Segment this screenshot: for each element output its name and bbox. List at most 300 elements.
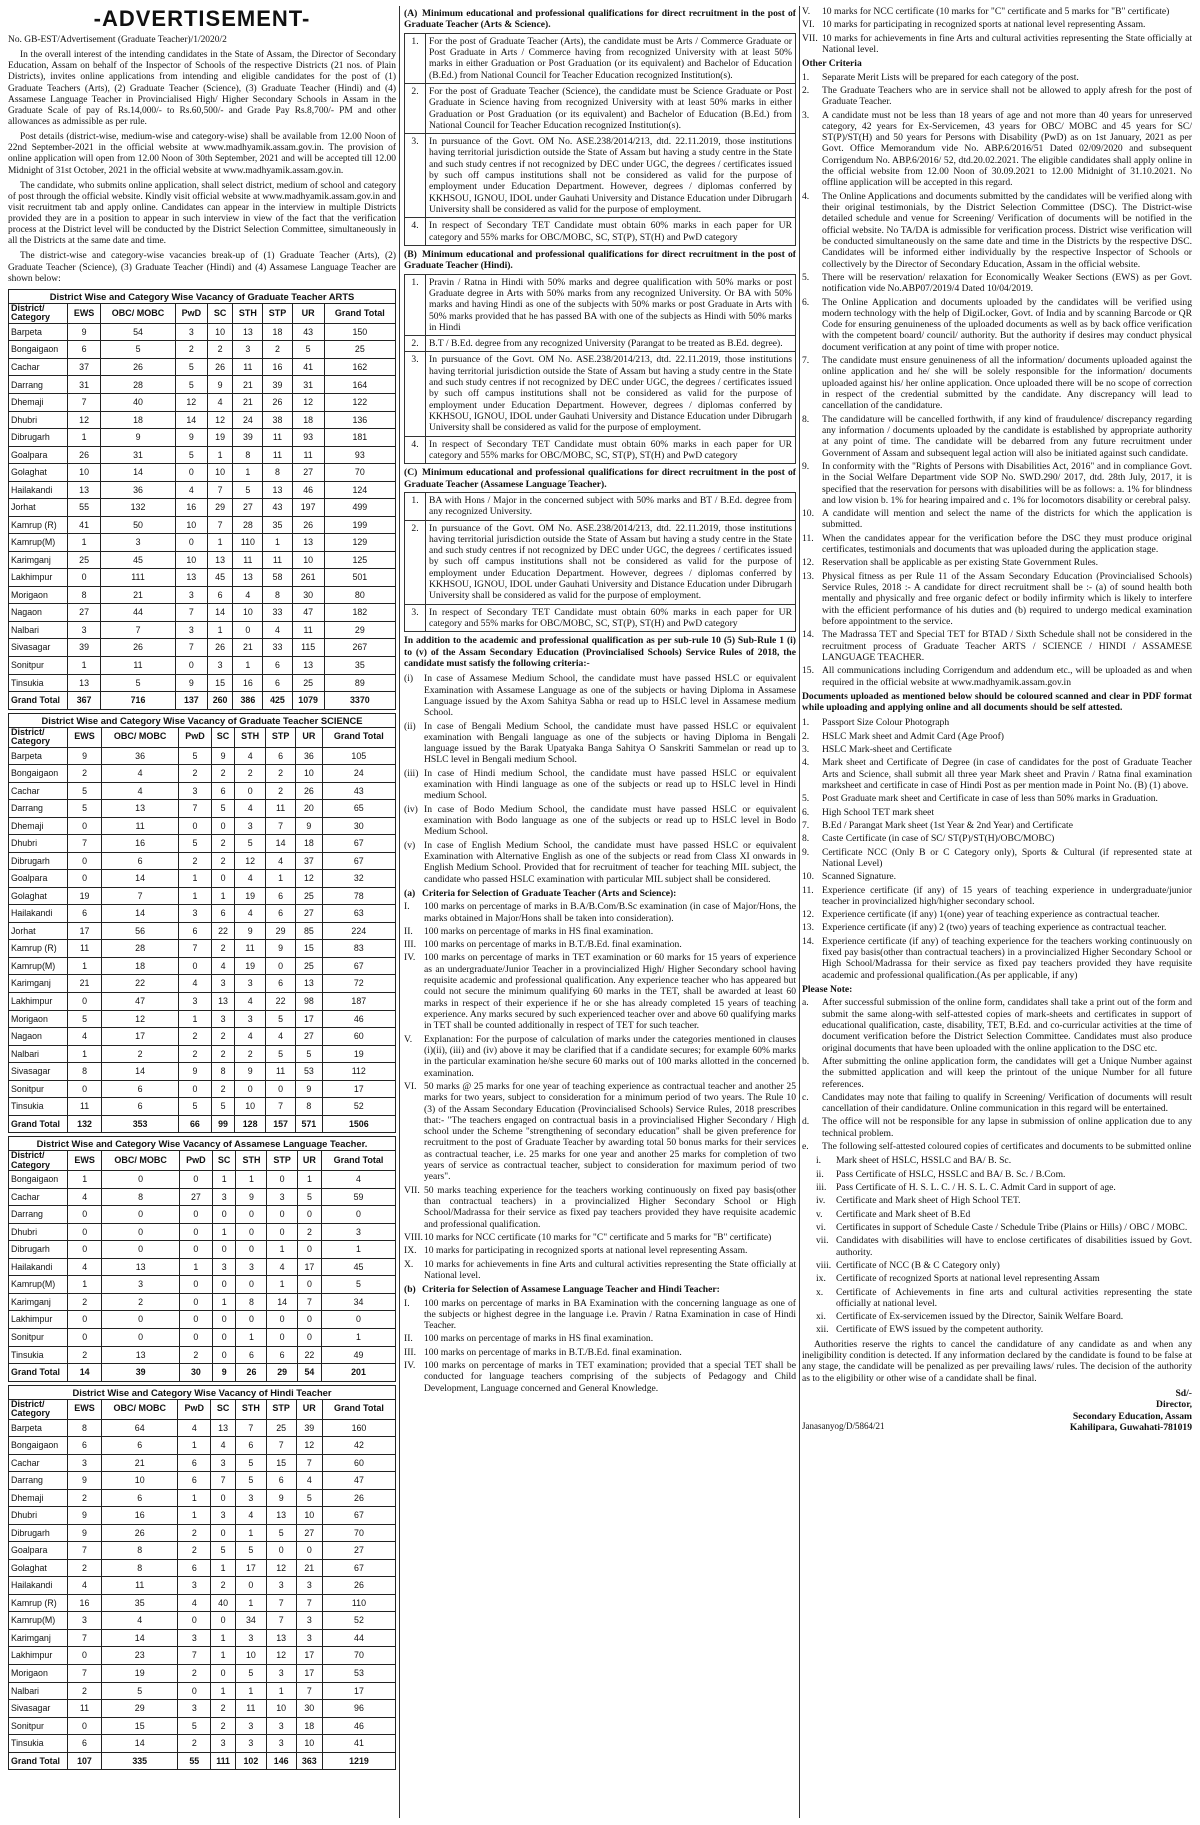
vacancy-cell: 2: [211, 852, 234, 870]
item-number: 3.: [802, 744, 810, 756]
vacancy-cell: 9: [175, 429, 207, 447]
vacancy-cell: 0: [178, 1682, 211, 1700]
item-number: V.: [802, 6, 811, 17]
table-row: [9, 621, 396, 639]
list-item: [816, 1235, 1192, 1258]
vacancy-cell: 35: [324, 656, 395, 674]
column-header: PwD: [179, 1151, 212, 1171]
table-row: [9, 499, 396, 517]
signature-address: Kahilipara, Guwahati-781019: [1069, 1421, 1192, 1433]
vacancy-cell: 4: [68, 1028, 102, 1046]
vacancy-cell: 22: [266, 992, 296, 1010]
column-header: UR: [296, 1399, 322, 1419]
vacancy-cell: 12: [266, 1559, 296, 1577]
item-text: Pass Certificate of H. S. L. C. / H. S. L. C. Admit Card in support of age.: [836, 1182, 1116, 1193]
column-header: Grand Total: [322, 727, 395, 747]
item-number: 4.: [405, 436, 426, 464]
total-cell: 132: [68, 1115, 102, 1133]
item-text: High School TET mark sheet: [822, 806, 935, 818]
vacancy-cell: 28: [101, 376, 176, 394]
column-header: EWS: [68, 1399, 102, 1419]
vacancy-cell: 2: [68, 765, 102, 783]
vacancy-cell: 5: [235, 835, 266, 853]
vacancy-cell: 5: [297, 1188, 321, 1206]
vacancy-cell: 4: [68, 1258, 102, 1276]
table-row: [9, 1171, 396, 1189]
column-header: OBC/ MOBC: [101, 304, 176, 324]
item-text: HSLC Mark-sheet and Certificate: [822, 744, 952, 756]
vacancy-cell: 47: [292, 604, 324, 622]
item-text: 100 marks on percentage of marks in B.T./B.Ed. final examination.: [424, 939, 682, 951]
vacancy-cell: 43: [263, 499, 292, 517]
item-number: 3.: [405, 134, 426, 218]
table-row: [9, 870, 396, 888]
vacancy-cell: 26: [207, 639, 233, 657]
vacancy-table-header-row: [9, 727, 396, 747]
item-text: 10 marks for achievements in fine Arts and cultural activities representing the State officially at National level.: [822, 32, 1192, 55]
vacancy-cell: 3: [102, 1276, 179, 1294]
district-cell: Sonitpur: [9, 1717, 68, 1735]
vacancy-cell: 8: [68, 1419, 102, 1437]
vacancy-cell: 0: [68, 817, 102, 835]
vacancy-cell: 37: [68, 358, 101, 376]
vacancy-cell: 70: [322, 1647, 395, 1665]
table-row: [9, 992, 396, 1010]
vacancy-cell: 24: [322, 765, 395, 783]
vacancy-cell: 5: [101, 341, 176, 359]
vacancy-cell: 19: [207, 429, 233, 447]
vacancy-cell: 3: [68, 1612, 102, 1630]
vacancy-cell: 0: [102, 1223, 179, 1241]
list-item: [404, 1298, 796, 1332]
item-text: In pursuance of the Govt. OM No. ASE.238/2014/213, dtd. 22.11.2019, those institutions having territorial jurisdiction outside the State of Assam but having a study centre in the State and such study centres if not recognized by DEC under UGC, the degrees / certificates issued by such off campus institutions shall not be considered as valid for the purpose of employment under Education Department. However, degrees / diplomas conferred by KKHSOU, IGNOU, IDOL under Gauhati University and Distance Education under Dibrugarh University shall be considered as valid for the purpose of employment.: [426, 520, 796, 604]
vacancy-cell: 47: [322, 1472, 395, 1490]
total-cell: 425: [263, 692, 292, 710]
list-item: [802, 793, 1192, 804]
total-cell: 146: [266, 1752, 296, 1770]
vacancy-cell: 5: [296, 1489, 322, 1507]
vacancy-cell: 1: [211, 1682, 236, 1700]
table-row: [9, 1098, 396, 1116]
vacancy-cell: 0: [179, 1223, 212, 1241]
total-cell: 30: [179, 1364, 212, 1382]
vacancy-table-header-row: [9, 1151, 396, 1171]
vacancy-cell: 2: [235, 1045, 266, 1063]
vacancy-cell: 224: [322, 922, 395, 940]
documents-heading: Documents uploaded as mentioned below should be coloured scanned and clear in PDF format while uploading and applying online and all documents should be self attested.: [802, 690, 1192, 714]
section-heading-text: Minimum educational and professional qualifications for direct recruitment in the post of Graduate Teacher (Arts & Science).: [404, 8, 796, 31]
column-header: STP: [266, 1399, 296, 1419]
table-row: [9, 1629, 396, 1647]
vacancy-cell: 14: [175, 411, 207, 429]
vacancy-cell: 52: [322, 1612, 395, 1630]
table-row: [9, 975, 396, 993]
item-number: 2.: [802, 84, 810, 96]
item-number: (ii): [404, 720, 416, 732]
vacancy-cell: 28: [102, 940, 179, 958]
vacancy-cell: 1: [212, 1171, 236, 1189]
item-number: 15.: [802, 665, 814, 677]
vacancy-cell: 110: [233, 534, 263, 552]
vacancy-cell: 17: [296, 1647, 322, 1665]
other-criteria-heading: Other Criteria: [802, 58, 862, 70]
list-item: [816, 1169, 1192, 1180]
item-text: Scanned Signature.: [822, 871, 897, 883]
vacancy-cell: 11: [266, 1063, 296, 1081]
table-row: [9, 411, 396, 429]
vacancy-cell: 46: [292, 481, 324, 499]
vacancy-cell: 5: [101, 674, 176, 692]
item-number: 1.: [405, 33, 426, 83]
item-text: In pursuance of the Govt. OM No. ASE.238/2014/213, dtd. 22.11.2019, those institutions having territorial jurisdiction outside the State of Assam but having a study centre in the State and such study centres if not recognized by DEC under UGC, the degrees / certificates issued by such off campus institutions shall not be considered as valid for the purpose of employment under Education Department. However, degrees / diplomas conferred by KKHSOU, IGNOU, IDOL under Gauhati University and Distance Education under Dibrugarh University shall be considered as valid for the purpose of employment.: [426, 134, 796, 218]
vacancy-cell: 0: [212, 1311, 236, 1329]
vacancy-cell: 40: [101, 394, 176, 412]
vacancy-cell: 4: [68, 1577, 102, 1595]
list-item: [404, 1360, 796, 1394]
district-cell: Hailakandi: [9, 481, 68, 499]
vacancy-cell: 4: [102, 765, 179, 783]
vacancy-cell: 6: [101, 1489, 178, 1507]
vacancy-cell: 93: [292, 429, 324, 447]
vacancy-cell: 4: [235, 747, 266, 765]
item-number: III.: [404, 939, 416, 951]
total-cell: 39: [102, 1364, 179, 1382]
district-cell: Cachar: [9, 782, 68, 800]
vacancy-cell: 80: [324, 586, 395, 604]
vacancy-cell: 40: [211, 1594, 236, 1612]
vacancy-cell: 67: [322, 957, 395, 975]
list-item: [802, 1116, 1192, 1139]
item-text: 100 marks on percentage of marks in TET examination or 60 marks for 15 years of experience as an undergraduate/Junior Teacher in a provincialized High/ Higher Secondary school having requisite academic and professional qualification. Any experience teacher who has appeared but could not secure the minimum qualifying 60 marks in the TET, shall be awarded at least 60 marks in respect of their experience if he or she has already completed 15 years of teaching experience. Any marks secured by such experienced teacher over and above 60 qualifying marks in TET shall be counted additionally in respect of TET for such teacher.: [424, 952, 796, 1032]
qualification-row: [405, 218, 796, 246]
vacancy-cell: 0: [212, 1241, 236, 1259]
vacancy-cell: 63: [322, 905, 395, 923]
list-item: [404, 1081, 796, 1183]
vacancy-cell: 13: [296, 975, 322, 993]
column-header: EWS: [68, 304, 101, 324]
district-cell: Nalbari: [9, 1682, 68, 1700]
vacancy-cell: 8: [296, 1098, 322, 1116]
total-cell: 201: [322, 1364, 396, 1382]
vacancy-cell: 12: [296, 1437, 322, 1455]
item-number: 3.: [802, 109, 810, 121]
vacancy-cell: 2: [68, 1489, 102, 1507]
vacancy-cell: 499: [324, 499, 395, 517]
vacancy-cell: 136: [324, 411, 395, 429]
vacancy-cell: 6: [266, 747, 296, 765]
vacancy-cell: 9: [296, 817, 322, 835]
item-text: In case of Hindi medium School, the candidate must have passed HSLC or equivalent examination with Hindi language as one of the subjects or read up to HSLC level in Hindi medium School.: [424, 767, 796, 802]
table-row: [9, 1559, 396, 1577]
vacancy-cell: 39: [263, 376, 292, 394]
total-cell: 66: [179, 1115, 212, 1133]
list-item: [816, 1260, 1192, 1271]
item-text: The Madrassa TET and Special TET for BTAD / Sixth Schedule shall not be considered in the recruitment process of Graduate Teacher ARTS / SCIENCE / HINDI / ASSAMESE LANGUAGE TEACHER.: [822, 629, 1192, 663]
district-cell: Barpeta: [9, 323, 68, 341]
qualification-row: [405, 436, 796, 464]
total-cell: 386: [233, 692, 263, 710]
vacancy-cell: 22: [211, 922, 234, 940]
vacancy-cell: 0: [68, 569, 101, 587]
vacancy-cell: 6: [68, 1735, 102, 1753]
item-number: e.: [802, 1141, 809, 1153]
vacancy-cell: 17: [68, 922, 102, 940]
vacancy-cell: 9: [68, 1524, 102, 1542]
column-header: STH: [236, 1151, 267, 1171]
vacancy-cell: 0: [235, 1080, 266, 1098]
vacancy-cell: 19: [235, 957, 266, 975]
item-number: (i): [404, 673, 414, 685]
vacancy-cell: 3: [266, 1735, 296, 1753]
list-item: [802, 6, 1192, 17]
vacancy-cell: 14: [101, 1735, 178, 1753]
item-text: Certificate of EWS issued by the competent authority.: [836, 1324, 1044, 1336]
column-header: STP: [266, 727, 296, 747]
item-text: Certificates in support of Schedule Caste / Schedule Tribe (Plains or Hills) / OBC / MOBC.: [836, 1221, 1188, 1233]
list-item: [404, 901, 796, 924]
table-row: [9, 922, 396, 940]
vacancy-cell: 3: [236, 1735, 267, 1753]
district-cell: Goalpara: [9, 870, 68, 888]
item-number: ix.: [816, 1273, 826, 1285]
list-item: [404, 939, 796, 950]
district-cell: Kamrup (R): [9, 1594, 68, 1612]
total-cell: 9: [212, 1364, 236, 1382]
vacancy-cell: 6: [68, 341, 101, 359]
vacancy-cell: 5: [101, 1682, 178, 1700]
item-number: 2.: [802, 730, 810, 742]
vacancy-cell: 129: [324, 534, 395, 552]
vacancy-cell: 0: [68, 1328, 102, 1346]
list-item: [802, 820, 1192, 831]
vacancy-cell: 3: [266, 1717, 296, 1735]
item-text: 10 marks for participating in recognized sports at national level representing Assam.: [424, 1245, 748, 1257]
vacancy-cell: 0: [179, 1080, 212, 1098]
section-heading: [404, 467, 796, 490]
vacancy-cell: 1: [179, 870, 212, 888]
district-cell: Kamrup (R): [9, 940, 68, 958]
item-number: 4.: [802, 757, 810, 769]
vacancy-cell: 2: [179, 1346, 212, 1364]
vacancy-cell: 11: [263, 429, 292, 447]
vacancy-cell: 70: [324, 464, 395, 482]
vacancy-cell: 26: [101, 1524, 178, 1542]
item-number: X.: [404, 1258, 414, 1270]
vacancy-cell: 187: [322, 992, 395, 1010]
vacancy-cell: 6: [267, 1346, 297, 1364]
documents-list: [802, 717, 1192, 981]
vacancy-cell: 4: [322, 1171, 396, 1189]
vacancy-cell: 14: [101, 1629, 178, 1647]
vacancy-cell: 70: [322, 1524, 395, 1542]
vacancy-cell: 164: [324, 376, 395, 394]
vacancy-cell: 0: [267, 1311, 297, 1329]
vacancy-cell: 1: [179, 887, 212, 905]
vacancy-cell: 10: [235, 1098, 266, 1116]
vacancy-cell: 6: [266, 887, 296, 905]
vacancy-cell: 17: [322, 1080, 395, 1098]
table-row: [9, 1682, 396, 1700]
vacancy-cell: 5: [179, 1098, 212, 1116]
vacancy-cell: 2: [102, 1045, 179, 1063]
vacancy-cell: 3: [267, 1188, 297, 1206]
item-text: 100 marks on percentage of marks in B.A/B.Com/B.Sc examination (in case of Major/Hons, the marks obtained in Major/Hons shall be taken into consideration).: [424, 901, 796, 924]
vacancy-cell: 0: [297, 1206, 321, 1224]
column-header: STH: [236, 1399, 267, 1419]
item-number: 1.: [405, 274, 426, 336]
vacancy-cell: 3: [175, 586, 207, 604]
column-header: STH: [233, 304, 263, 324]
item-text: 100 marks on percentage of marks in HS final examination.: [424, 925, 654, 937]
vacancy-cell: 4: [68, 1188, 102, 1206]
district-cell: Karimganj: [9, 1629, 68, 1647]
vacancy-cell: 14: [102, 1063, 179, 1081]
vacancy-cell: 24: [233, 411, 263, 429]
vacancy-cell: 31: [292, 376, 324, 394]
district-cell: Hailakandi: [9, 1577, 68, 1595]
vacancy-cell: 0: [212, 1276, 236, 1294]
vacancy-cell: 16: [102, 835, 179, 853]
vacancy-cell: 0: [266, 957, 296, 975]
vacancy-cell: 122: [324, 394, 395, 412]
item-number: 14.: [802, 935, 814, 947]
section-heading-text: Minimum educational and professional qualifications for direct recruitment in the post of Graduate Teacher (Assamese Language Teacher).: [404, 467, 796, 490]
advertisement-title: -ADVERTISEMENT-: [93, 6, 311, 31]
district-cell: Cachar: [9, 1454, 68, 1472]
vacancy-cell: 67: [322, 1507, 395, 1525]
vacancy-cell: 1: [68, 656, 101, 674]
item-number: (v): [404, 839, 416, 851]
vacancy-cell: 3: [179, 992, 212, 1010]
vacancy-cell: 0: [236, 1206, 267, 1224]
table-row: [9, 1080, 396, 1098]
vacancy-cell: 7: [296, 1682, 322, 1700]
vacancy-cell: 4: [178, 1594, 211, 1612]
vacancy-cell: 3: [235, 975, 266, 993]
vacancy-cell: 13: [211, 1419, 236, 1437]
item-text: In respect of Secondary TET Candidate must obtain 60% marks in each paper for UR category and 55% marks for OBC/MOBC, SC, ST(P), ST(H) and PwD category: [426, 604, 796, 632]
vacancy-cell: 14: [102, 870, 179, 888]
vacancy-cell: 9: [207, 376, 233, 394]
table-row: [9, 569, 396, 587]
item-number: 5.: [802, 793, 810, 805]
section-heading-text: Criteria for Selection of Graduate Teacher (Arts and Science):: [422, 887, 677, 899]
vacancy-cell: 4: [101, 1612, 178, 1630]
item-text: There will be reservation/ relaxation for Economically Weaker Sections (EWS) as per Govt. notification vide No.ABP07/2019/4 Dated 10/04/2019.: [822, 271, 1192, 295]
vacancy-cell: 60: [322, 1028, 395, 1046]
item-text: Experience certificate (if any) of teaching experience for the teachers working continuously on fixed pay basis(other than contractual teachers) in a provincialized Higher Secondary School or High School/Madrassa for their service as fixed pay teachers provided they have requisite academic and professional qualification.(As per applicable, if any): [822, 935, 1192, 981]
vacancy-cell: 1: [236, 1171, 267, 1189]
district-cell: Lakhimpur: [9, 992, 68, 1010]
district-cell: Lakhimpur: [9, 1311, 68, 1329]
intro-paragraphs: [8, 50, 396, 285]
item-number: I.: [404, 1297, 410, 1309]
total-cell: Grand Total: [9, 1364, 68, 1382]
vacancy-cell: 8: [101, 1559, 178, 1577]
district-cell: Nalbari: [9, 621, 68, 639]
vacancy-cell: 0: [211, 1524, 236, 1542]
vacancy-cell: 9: [68, 747, 102, 765]
vacancy-cell: 65: [322, 800, 395, 818]
vacancy-cell: 29: [324, 621, 395, 639]
item-number: 13.: [802, 922, 814, 934]
intro-paragraph: In the overall interest of the intending candidates in the State of Assam, the Director of Secondary Education, Assam on behalf of the Inspector of Schools of the respective Districts (21 nos. of Plain Districts), invites online applications from intending and eligible candidates for the post of (1) Graduate Teachers (Arts), (2) Graduate Teacher (Science), (3) Graduate Teacher (Hindi) and (4) Assamese Language Teacher in Provincialised High/ Higher Secondary Schools in Assam in the Graduate Scale of pay of Rs.14,000/- to Rs.60,500/- and Grade Pay Rs.8,700/- PM and other allowances as admissible as per rule.: [8, 50, 396, 127]
district-cell: Karimganj: [9, 1293, 68, 1311]
vacancy-cell: 3: [296, 1629, 322, 1647]
vacancy-cell: 4: [235, 800, 266, 818]
vacancy-cell: 110: [322, 1594, 395, 1612]
item-number: 8.: [802, 833, 810, 845]
vacancy-cell: 1: [267, 1241, 297, 1259]
vacancy-cell: 3: [179, 905, 212, 923]
item-text: 100 marks on percentage of marks in B.T./B.Ed. final examination.: [424, 1346, 682, 1358]
vacancy-cell: 9: [179, 1063, 212, 1081]
item-text: In pursuance of the Govt. OM No. ASE.238/2014/213, dtd. 22.11.2019, those institutions having territorial jurisdiction outside the State of Assam but having a study centre in the State and such study centres if not recognized by DEC under UGC, the degrees / certificates issued by such off campus institutions shall not be considered as valid for the purpose of employment under Education Department. However, degrees / diplomas conferred by KKHSOU, IGNOU, IDOL under Gauhati University and Distance Education under Dibrugarh University shall be considered as valid for the purpose of employment.: [426, 352, 796, 436]
district-cell: Tinsukia: [9, 1346, 68, 1364]
item-text: In case of Bengali Medium School, the candidate must have passed HSLC or equivalent examination with Bengali language as one of the subjects or having Diploma in Bengali language issued by the Barak Upatyaka Banga Sahitya O Sanskriti Sammelan or read up to HSLC level in Bengali medium School.: [424, 720, 796, 766]
column-header: STH: [235, 727, 266, 747]
vacancy-cell: 12: [175, 394, 207, 412]
vacancy-cell: 125: [324, 551, 395, 569]
column-header: Grand Total: [322, 1151, 396, 1171]
list-item: [802, 909, 1192, 920]
district-cell: Kamrup(M): [9, 1612, 68, 1630]
item-text: In case of Bodo Medium School, the candidate must have passed HSLC or equivalent examination with Bodo language as one of the subjects or read up to HSLC level in Bodo Medium School.: [424, 803, 796, 838]
item-number: IV.: [404, 1360, 416, 1372]
vacancy-cell: 0: [267, 1223, 297, 1241]
list-item: [816, 1195, 1192, 1206]
vacancy-cell: 0: [211, 1489, 236, 1507]
vacancy-cell: 0: [179, 1276, 212, 1294]
table-row: [9, 1664, 396, 1682]
vacancy-cell: 3: [207, 656, 233, 674]
closing-paragraph: Authorities reserve the rights to cancel the candidature of any candidate as and when any ineligibility condition is detected. If any information declared by the candidate is found to be false at any stage, the candidate will be penalized as per prevailing laws/ rules. The decision of the authority as to the eligibility or other wise of a candidate shall be final.: [802, 1338, 1192, 1384]
vacancy-cell: 45: [322, 1258, 396, 1276]
vacancy-cell: 6: [236, 1346, 267, 1364]
vacancy-cell: 9: [68, 323, 101, 341]
vacancy-cell: 27: [233, 499, 263, 517]
vacancy-cell: 0: [297, 1311, 321, 1329]
item-text: When the candidates appear for the verification before the DSC they must produce original certificates, testimonials and documents that was uploaded during the application stage.: [822, 532, 1192, 556]
item-number: i.: [816, 1155, 822, 1167]
vacancy-cell: 19: [101, 1664, 178, 1682]
vacancy-cell: 4: [235, 905, 266, 923]
list-item: [404, 1259, 796, 1282]
vacancy-cell: 1: [68, 1045, 102, 1063]
vacancy-cell: 9: [236, 1188, 267, 1206]
vacancy-cell: 19: [235, 887, 266, 905]
vacancy-cell: 1: [207, 534, 233, 552]
column-header: OBC/ MOBC: [102, 727, 179, 747]
vacancy-cell: 17: [102, 1028, 179, 1046]
vacancy-cell: 14: [267, 1293, 297, 1311]
vacancy-cell: 5: [178, 1717, 211, 1735]
list-item: [802, 355, 1192, 412]
column-header: STP: [263, 304, 292, 324]
item-text: In conformity with the "Rights of Persons with Disabilities Act, 2016" and in compliance Govt. in the Social Welfare Department vide SOP No. SWD.290/ 2017, dtd. 28th July, 2017, it is specified that the reservation for persons with disabilities will be as follows: a. 1% for blindness and low vision b. 1% for hearing impaired and c. 1% for locomotors disability or cerebral palsy.: [822, 460, 1192, 506]
district-cell: Dibrugarh: [9, 852, 68, 870]
vacancy-cell: 2: [178, 1735, 211, 1753]
vacancy-cell: 13: [211, 992, 234, 1010]
column-header: District/ Category: [9, 1151, 68, 1171]
item-number: 12.: [802, 557, 814, 569]
total-cell: 335: [101, 1752, 178, 1770]
vacancy-cell: 39: [68, 639, 101, 657]
vacancy-cell: 1: [236, 1328, 267, 1346]
total-cell: 128: [235, 1115, 266, 1133]
vacancy-cell: 41: [322, 1735, 395, 1753]
vacancy-cell: 5: [233, 481, 263, 499]
